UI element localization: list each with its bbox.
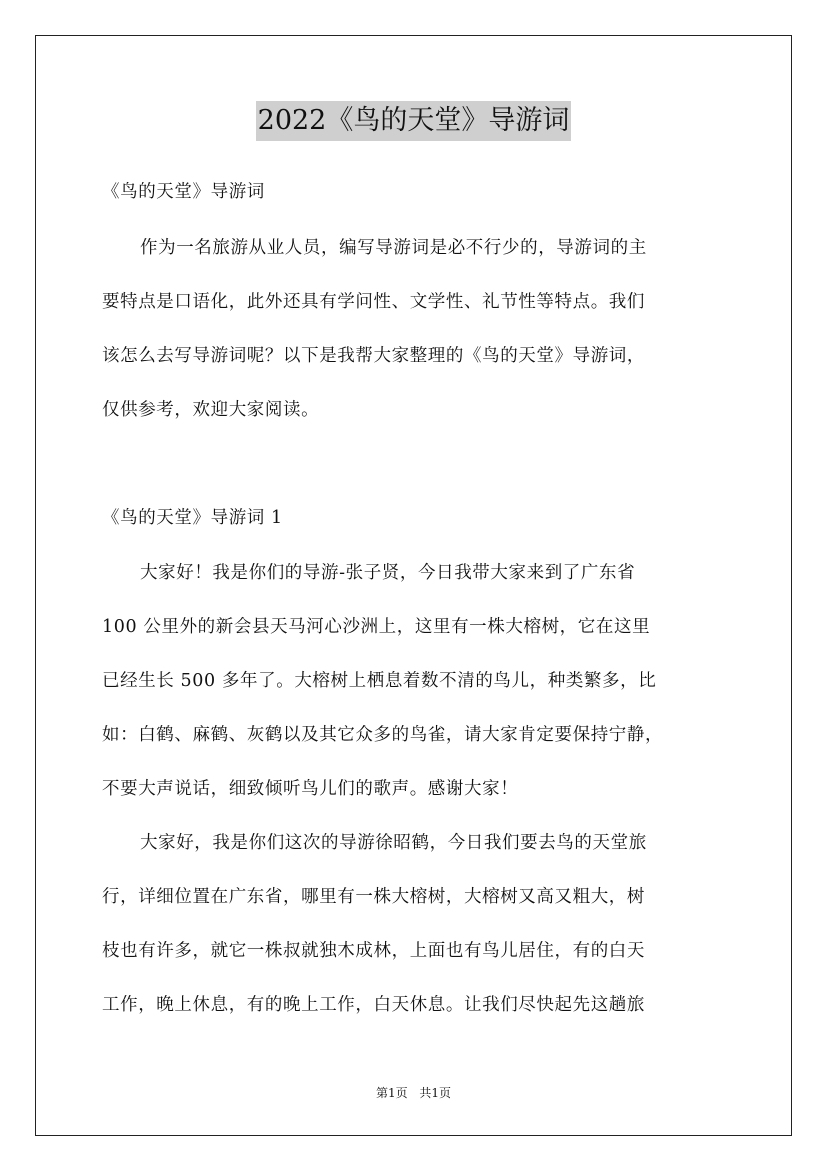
- title-container: [0, 101, 827, 141]
- paragraph-line: 枝也有许多，就它一株叔就独木成林，上面也有鸟儿居住，有的白天: [102, 941, 645, 961]
- paragraph-line: 作为一名旅游从业人员，编写导游词是必不行少的，导游词的主: [140, 238, 647, 258]
- section-heading: 《鸟的天堂》导游词 1: [102, 508, 283, 528]
- paragraph-line: 仅供参考，欢迎大家阅读。: [102, 400, 320, 420]
- paragraph-line: 100 公里外的新会县天马河心沙洲上，这里有一株大榕树，它在这里: [102, 617, 651, 637]
- subtitle: 《鸟的天堂》导游词: [102, 182, 265, 202]
- paragraph-line: 大家好，我是你们这次的导游徐昭鹤，今日我们要去鸟的天堂旅: [140, 833, 647, 853]
- document-title: 2022《鸟的天堂》导游词: [256, 101, 572, 141]
- paragraph-line: 不要大声说话，细致倾听鸟儿们的歌声。感谢大家！: [102, 779, 519, 799]
- paragraph-line: 要特点是口语化，此外还具有学问性、文学性、礼节性等特点。我们: [102, 292, 645, 312]
- page-number: 第1页: [375, 1086, 408, 1100]
- paragraph-line: 行，详细位置在广东省，哪里有一株大榕树，大榕树又高又粗大，树: [102, 887, 645, 907]
- page-footer: [0, 1084, 827, 1101]
- paragraph-line: 如：白鹤、麻鹤、灰鹤以及其它众多的鸟雀，请大家肯定要保持宁静，: [102, 725, 664, 745]
- paragraph-line: 工作，晚上休息，有的晚上工作，白天休息。让我们尽快起先这趟旅: [102, 995, 645, 1015]
- paragraph-line: 该怎么去写导游词呢？以下是我帮大家整理的《鸟的天堂》导游词，: [102, 346, 645, 366]
- paragraph-line: 大家好！我是你们的导游-张子贤，今日我带大家来到了广东省: [140, 563, 636, 583]
- page-total: 共1页: [419, 1086, 452, 1100]
- paragraph-line: 已经生长 500 多年了。大榕树上栖息着数不清的鸟儿，种类繁多，比: [102, 671, 657, 691]
